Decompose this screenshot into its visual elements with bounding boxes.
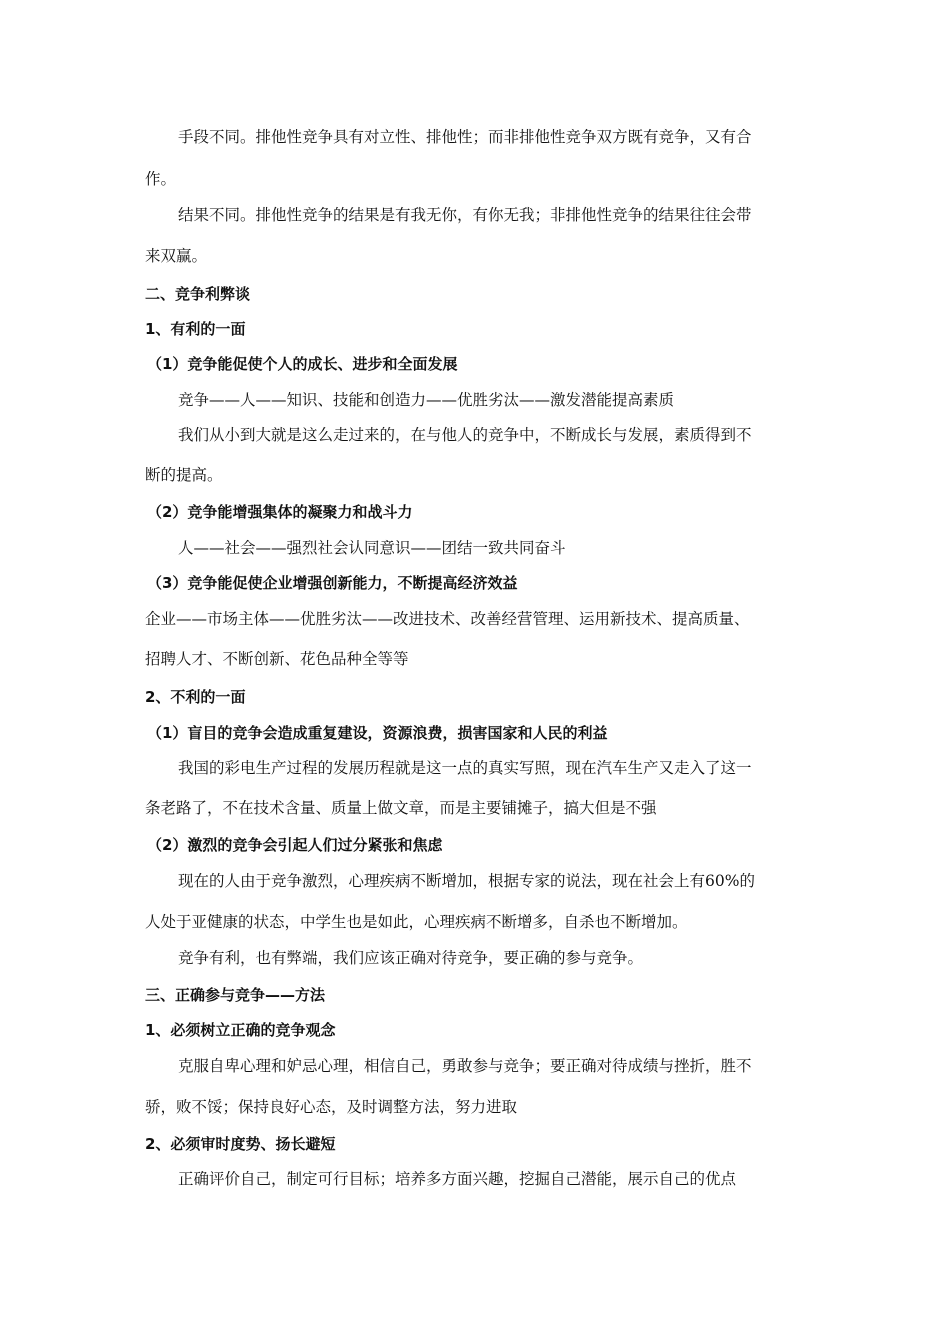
subsection-heading: 2、不利的一面 <box>145 688 246 706</box>
paragraph-line: 结果不同。排他性竞争的结果是有我无你，有你无我；非排他性竞争的结果往往会带 <box>178 206 752 224</box>
paragraph-line: 人处于亚健康的状态，中学生也是如此，心理疾病不断增多，自杀也不断增加。 <box>145 913 688 931</box>
paragraph-line: 骄，败不馁；保持良好心态，及时调整方法，努力进取 <box>145 1098 518 1116</box>
point-heading: （2）激烈的竞争会引起人们过分紧张和焦虑 <box>147 836 443 854</box>
paragraph-line: 现在的人由于竞争激烈，心理疾病不断增加，根据专家的说法，现在社会上有60%的 <box>178 872 755 890</box>
point-heading: （2）竞争能增强集体的凝聚力和战斗力 <box>147 503 413 521</box>
paragraph-line: 手段不同。排他性竞争具有对立性、排他性；而非排他性竞争双方既有竞争，又有合 <box>178 128 752 146</box>
paragraph-line: 企业——市场主体——优胜劣汰——改进技术、改善经营管理、运用新技术、提高质量、 <box>145 610 750 628</box>
section-heading: 三、正确参与竞争——方法 <box>145 986 326 1004</box>
section-heading: 二、竞争利弊谈 <box>145 285 251 303</box>
paragraph-line: 我国的彩电生产过程的发展历程就是这一点的真实写照，现在汽车生产又走入了这一 <box>178 759 752 777</box>
paragraph-line: 作。 <box>145 170 177 188</box>
point-heading: （1）盲目的竞争会造成重复建设，资源浪费，损害国家和人民的利益 <box>147 724 608 742</box>
paragraph-line: 断的提高。 <box>145 466 223 484</box>
paragraph-line: 来双赢。 <box>145 247 208 265</box>
point-heading: （1）竞争能促使个人的成长、进步和全面发展 <box>147 355 458 373</box>
subsection-heading: 2、必须审时度势、扬长避短 <box>145 1135 336 1153</box>
subsection-heading: 1、必须树立正确的竞争观念 <box>145 1021 336 1039</box>
paragraph-line: 克服自卑心理和妒忌心理，相信自己，勇敢参与竞争；要正确对待成绩与挫折，胜不 <box>178 1057 752 1075</box>
paragraph-line: 我们从小到大就是这么走过来的，在与他人的竞争中，不断成长与发展，素质得到不 <box>178 426 752 444</box>
paragraph-line: 竞争有利，也有弊端，我们应该正确对待竞争，要正确的参与竞争。 <box>178 949 644 967</box>
paragraph-line: 竞争——人——知识、技能和创造力——优胜劣汰——激发潜能提高素质 <box>178 391 675 409</box>
paragraph-line: 条老路了，不在技术含量、质量上做文章，而是主要铺摊子，搞大但是不强 <box>145 799 657 817</box>
point-heading: （3）竞争能促使企业增强创新能力，不断提高经济效益 <box>147 574 518 592</box>
subsection-heading: 1、有利的一面 <box>145 320 246 338</box>
paragraph-line: 招聘人才、不断创新、花色品种全等等 <box>145 650 409 668</box>
paragraph-line: 正确评价自己，制定可行目标；培养多方面兴趣，挖掘自己潜能，展示自己的优点 <box>178 1170 737 1188</box>
paragraph-line: 人——社会——强烈社会认同意识——团结一致共同奋斗 <box>178 539 566 557</box>
